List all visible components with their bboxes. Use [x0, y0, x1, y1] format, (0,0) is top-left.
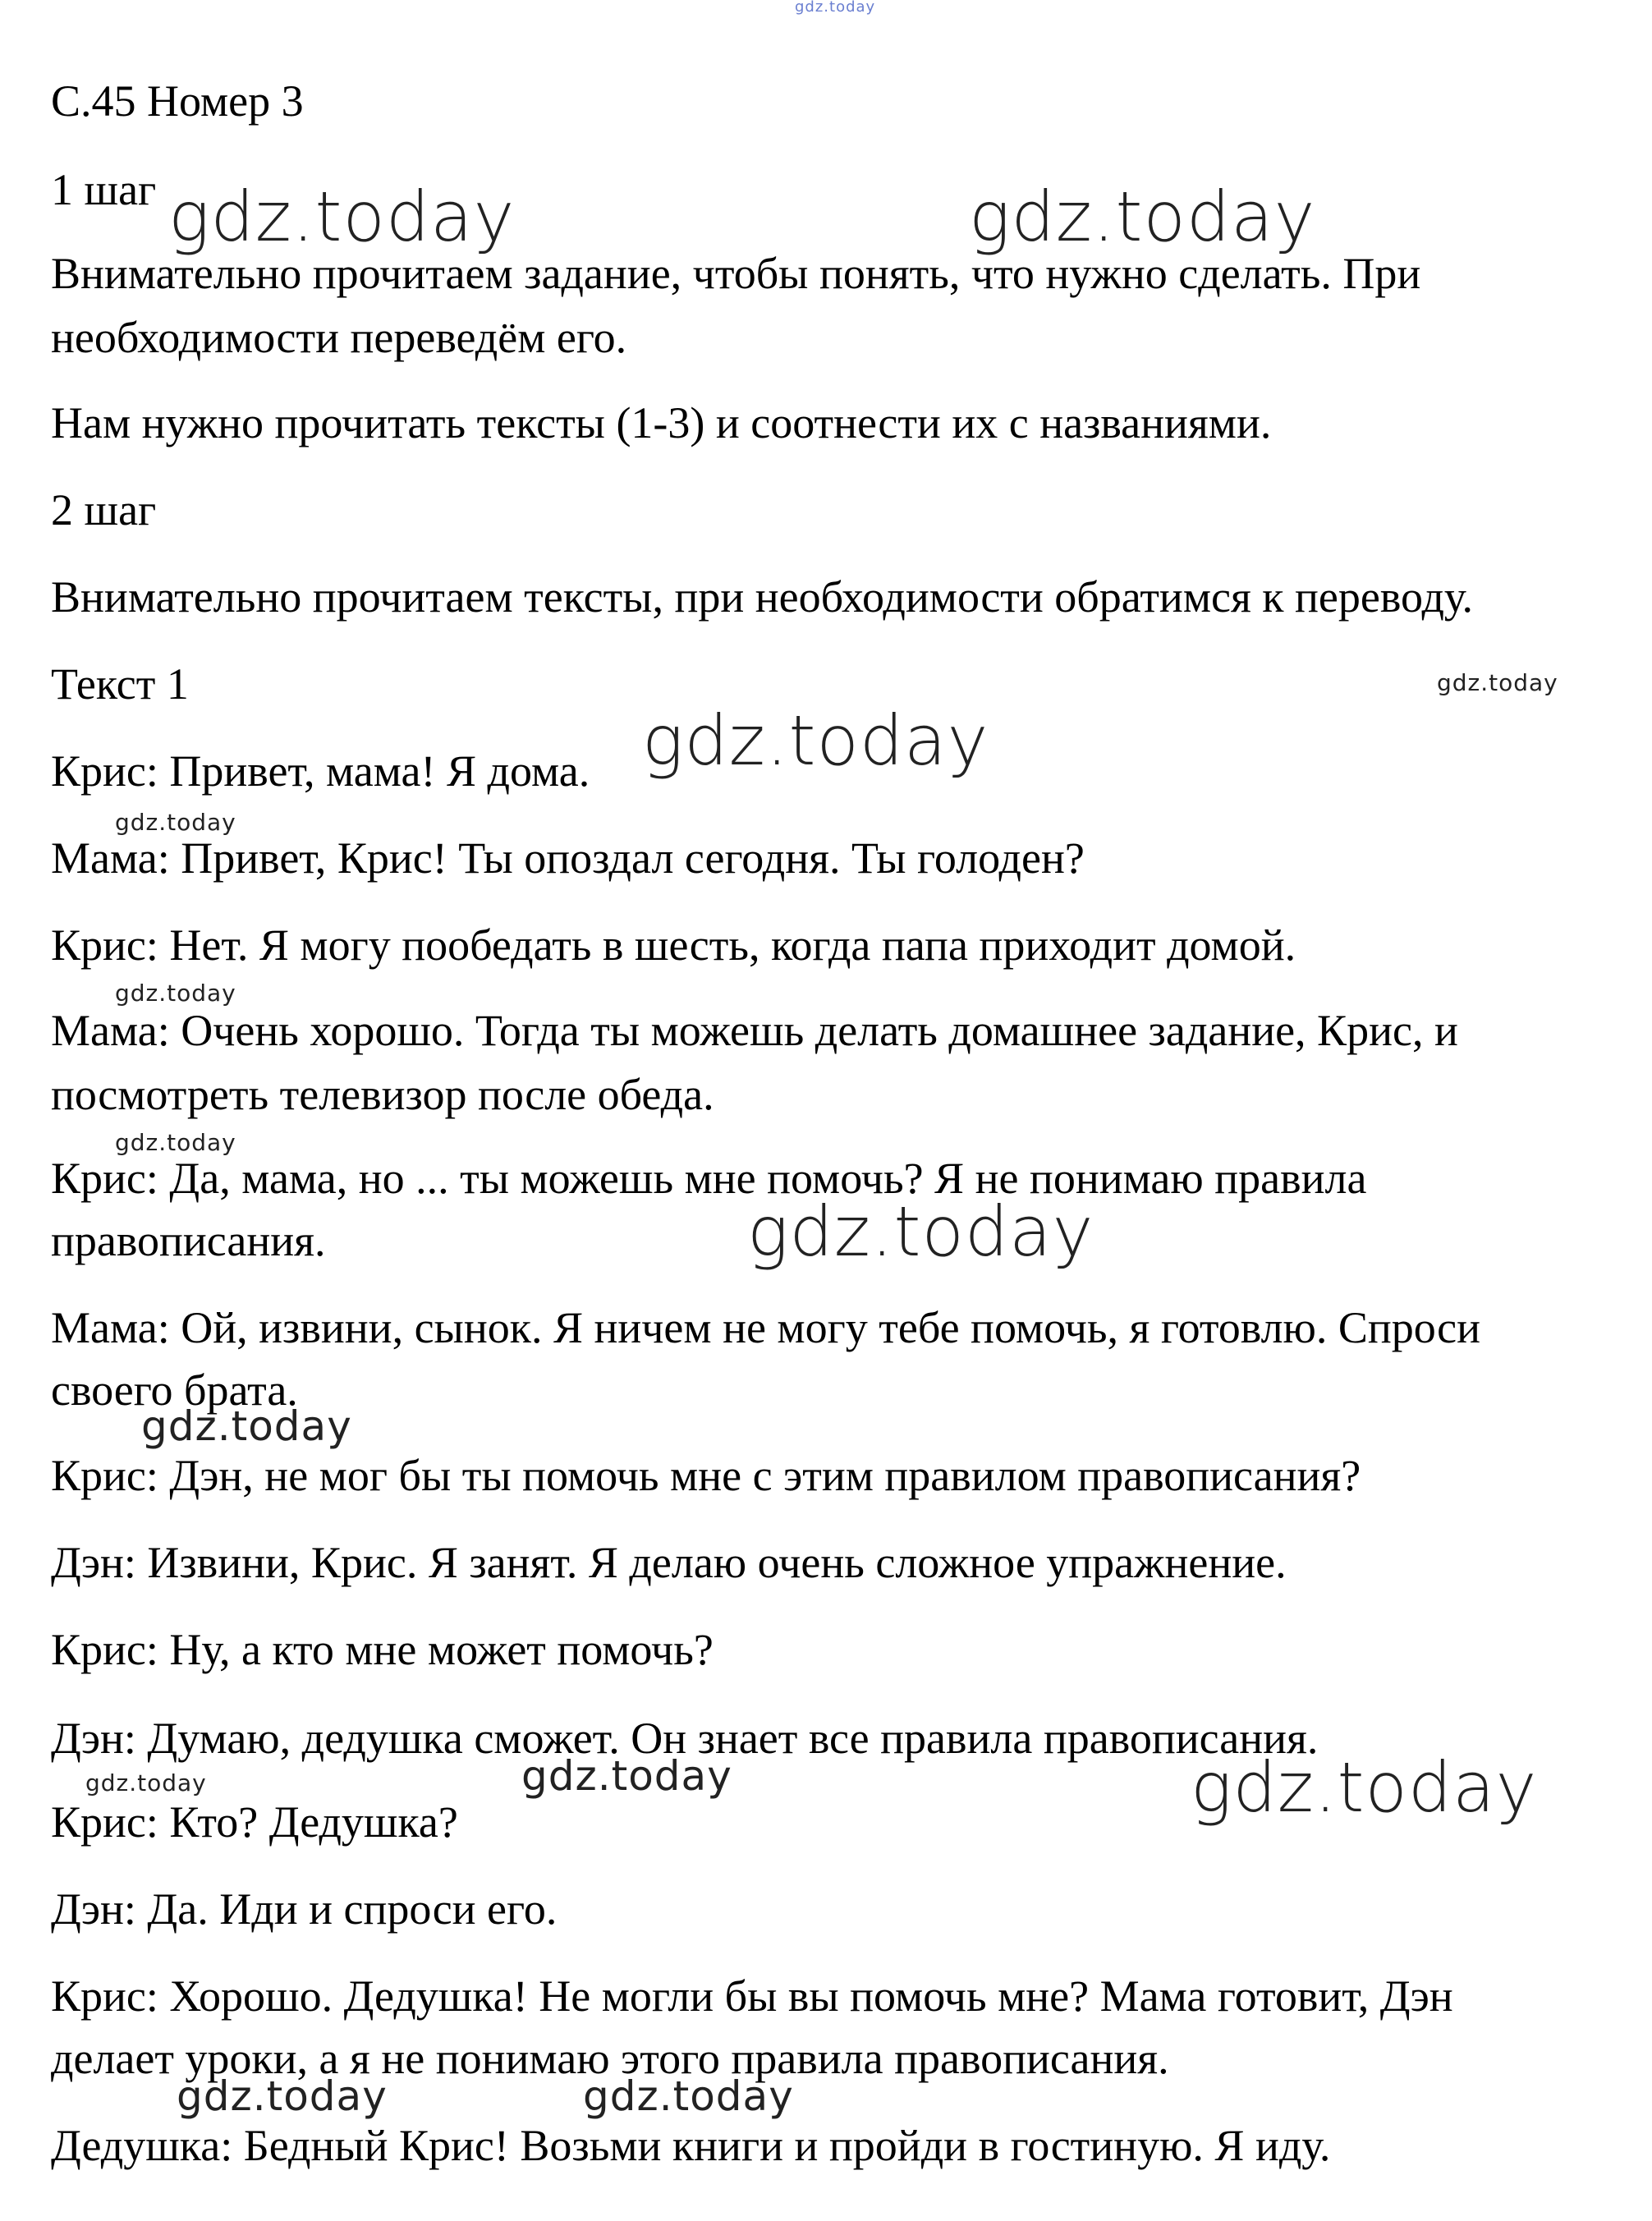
watermark-small: gdz.today [115, 809, 236, 836]
watermark-large: gdz.today [1191, 1747, 1538, 1828]
dialogue-line: Крис: Да, мама, но ... ты можешь мне помочь? Я не понимаю правила [51, 1154, 1367, 1203]
dialogue-line: Крис: Кто? Дедушка? [51, 1797, 458, 1847]
watermark-small: gdz.today [115, 1129, 236, 1156]
dialogue-line: Крис: Ну, а кто мне может помочь? [51, 1625, 714, 1674]
dialogue-line: Крис: Привет, мама! Я дома. [51, 746, 590, 796]
watermark-small: gdz.today [115, 980, 236, 1007]
dialogue-line: правописания. [51, 1216, 326, 1265]
dialogue-line: Крис: Нет. Я могу пообедать в шесть, когда папа приходит домой. [51, 920, 1296, 970]
step-label: 2 шаг [51, 485, 157, 535]
watermark-large: gdz.today [642, 700, 989, 781]
paragraph-line: Внимательно прочитаем задание, чтобы понять, что нужно сделать. При [51, 249, 1421, 298]
dialogue-line: своего брата. [51, 1365, 298, 1415]
dialogue-line: Мама: Ой, извини, сынок. Я ничем не могу тебе помочь, я готовлю. Спроси [51, 1303, 1480, 1352]
watermark-large: gdz.today [969, 177, 1316, 257]
watermark-top: gdz.today [795, 0, 876, 16]
dialogue-line: делает уроки, а я не понимаю этого правила правописания. [51, 2034, 1169, 2083]
dialogue-line: Мама: Привет, Крис! Ты опоздал сегодня. Ты голоден? [51, 833, 1085, 883]
watermark-medium: gdz.today [177, 2072, 388, 2120]
dialogue-line: Дэн: Извини, Крис. Я занят. Я делаю очень сложное упражнение. [51, 1538, 1287, 1587]
step-label: 1 шаг [51, 165, 157, 214]
dialogue-line: Крис: Дэн, не мог бы ты помочь мне с этим правилом правописания? [51, 1451, 1361, 1500]
page-title: С.45 Номер 3 [51, 76, 304, 126]
paragraph-line: необходимости переведём его. [51, 313, 627, 362]
paragraph: Нам нужно прочитать тексты (1-3) и соотнести их с названиями. [51, 398, 1272, 447]
watermark-small: gdz.today [1437, 669, 1558, 696]
watermark-large: gdz.today [168, 177, 516, 257]
dialogue-line: Дэн: Думаю, дедушка сможет. Он знает все правила правописания. [51, 1714, 1319, 1763]
watermark-small: gdz.today [85, 1769, 207, 1797]
dialogue-line: Дэн: Да. Иди и спроси его. [51, 1884, 558, 1934]
dialogue-line: Крис: Хорошо. Дедушка! Не могли бы вы помочь мне? Мама готовит, Дэн [51, 1971, 1453, 2021]
watermark-medium: gdz.today [583, 2072, 794, 2120]
dialogue-line: Дедушка: Бедный Крис! Возьми книги и пройди в гостиную. Я иду. [51, 2121, 1331, 2170]
watermark-medium: gdz.today [141, 1402, 352, 1450]
watermark-medium: gdz.today [521, 1752, 732, 1800]
paragraph: Внимательно прочитаем тексты, при необходимости обратимся к переводу. [51, 572, 1474, 622]
dialogue-line: посмотреть телевизор после обеда. [51, 1070, 714, 1119]
dialogue-line: Мама: Очень хорошо. Тогда ты можешь делать домашнее задание, Крис, и [51, 1006, 1458, 1055]
section-label: Текст 1 [51, 659, 189, 709]
watermark-large: gdz.today [747, 1191, 1094, 1272]
